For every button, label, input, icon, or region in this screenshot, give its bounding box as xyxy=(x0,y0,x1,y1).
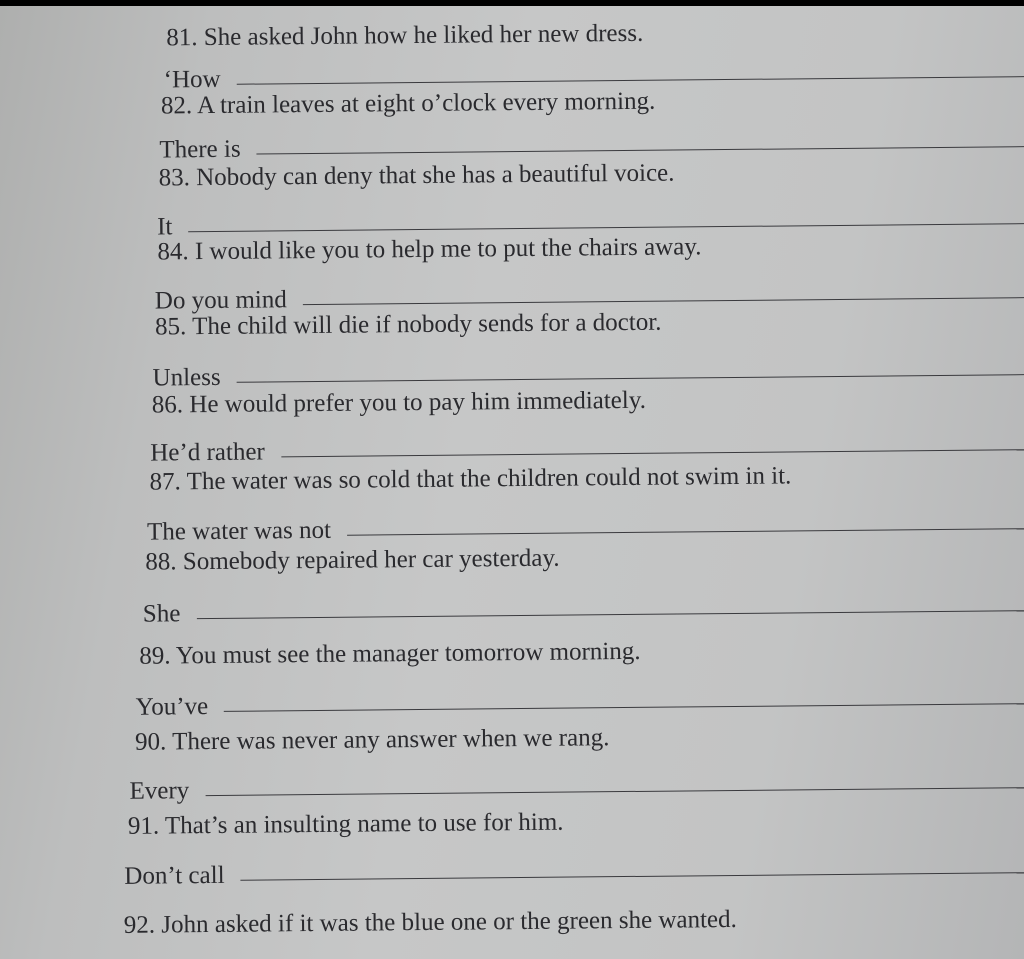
exercise-list xyxy=(0,6,1024,959)
worksheet-page xyxy=(0,6,1024,959)
prompt-89: You’ve xyxy=(135,693,209,721)
answer-line-88 xyxy=(143,593,1024,627)
blank-88 xyxy=(196,609,1024,619)
question-91: 91. That’s an insulting name to use for him. xyxy=(127,808,564,840)
question-88: 88. Somebody repaired her car yesterday. xyxy=(145,544,560,576)
blank-86 xyxy=(281,448,1024,457)
question-87: 87. The water was so cold that the children could not swim in it. xyxy=(149,462,792,496)
question-89: 89. You must see the manager tomorrow morning. xyxy=(139,637,641,670)
question-92: 92. John asked if it was the blue one or the green she wanted. xyxy=(123,905,737,939)
question-81: 81. She asked John how he liked her new dress. xyxy=(166,19,644,52)
question-90: 90. There was never any answer when we rang. xyxy=(134,724,610,756)
prompt-90: Every xyxy=(129,777,190,805)
blank-84 xyxy=(303,296,1024,305)
answer-line-90 xyxy=(129,770,1024,804)
question-82: 82. A train leaves at eight o’clock every morning. xyxy=(160,87,656,120)
prompt-88: She xyxy=(142,600,181,628)
prompt-85: Unless xyxy=(152,363,221,392)
answer-line-86 xyxy=(150,432,1024,466)
blank-90 xyxy=(205,786,1024,796)
question-85: 85. The child will die if nobody sends for a doctor. xyxy=(154,308,662,341)
prompt-82: There is xyxy=(159,135,241,164)
blank-89 xyxy=(224,702,1024,712)
prompt-87: The water was not xyxy=(146,516,332,546)
blank-87 xyxy=(347,527,1024,536)
blank-81 xyxy=(237,75,1024,85)
question-86: 86. He would prefer you to pay him immediately. xyxy=(151,386,647,419)
question-84: 84. I would like you to help me to put the chairs away. xyxy=(157,233,702,266)
prompt-81: ‘How xyxy=(163,65,221,94)
question-83: 83. Nobody can deny that she has a beautiful voice. xyxy=(158,159,675,192)
answer-line-87 xyxy=(147,511,1024,545)
blank-83 xyxy=(188,222,1024,232)
prompt-83: It xyxy=(156,213,173,241)
answer-line-89 xyxy=(136,686,1024,720)
blank-85 xyxy=(237,373,1024,383)
answer-line-91 xyxy=(124,855,1024,889)
blank-91 xyxy=(241,871,1024,881)
prompt-86: He’d rather xyxy=(150,438,265,467)
blank-82 xyxy=(257,145,1024,155)
prompt-84: Do you mind xyxy=(154,286,287,315)
prompt-91: Don’t call xyxy=(124,861,225,890)
